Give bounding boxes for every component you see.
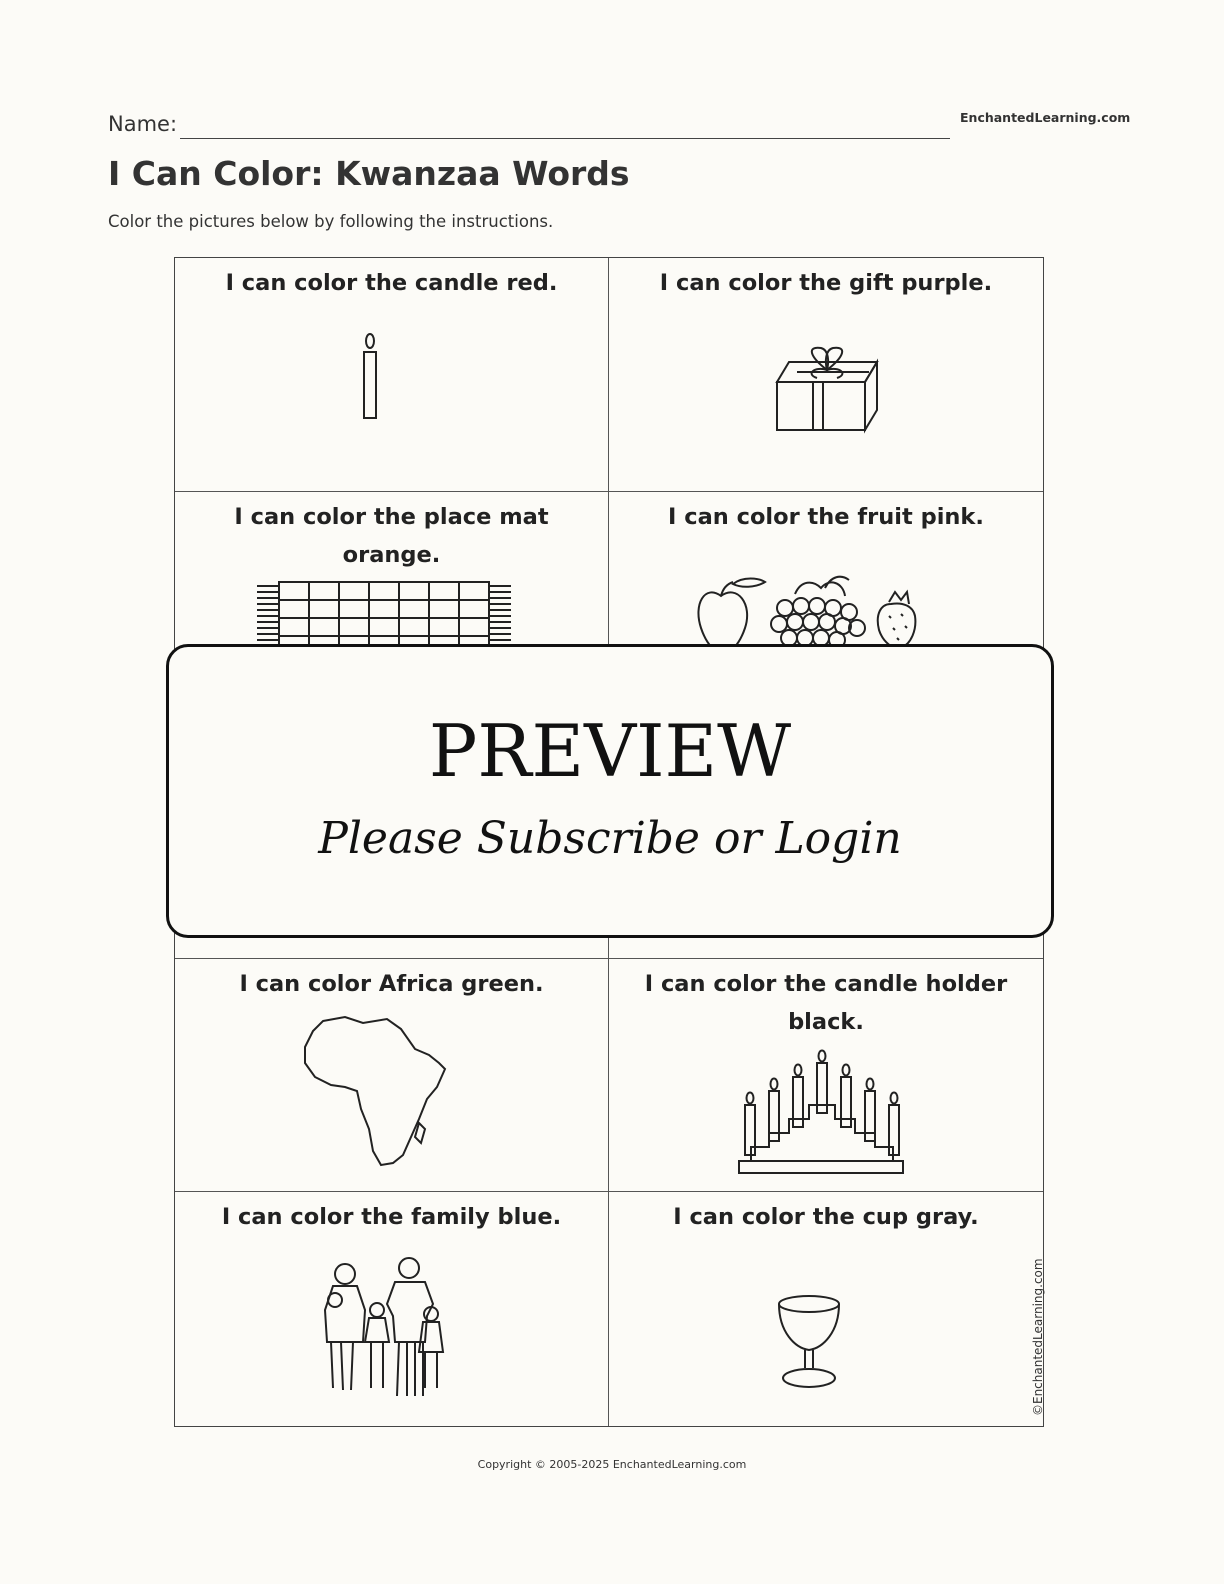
cell-text: I can color the family blue. bbox=[221, 1204, 562, 1231]
cell-text: I can color the gift purple. bbox=[659, 270, 993, 296]
candle-holder-icon bbox=[609, 959, 1043, 1193]
cell-text: I can color the candle red. bbox=[225, 270, 558, 296]
cup-icon bbox=[609, 1192, 1043, 1426]
preview-title: PREVIEW bbox=[428, 709, 792, 793]
name-label: Name: bbox=[108, 112, 178, 136]
copyright: Copyright © 2005-2025 EnchantedLearning.com bbox=[477, 1458, 747, 1471]
cell-cup bbox=[609, 1192, 1043, 1426]
cell-text: I can color the candle holder black. bbox=[644, 970, 1008, 1035]
cell-family bbox=[175, 1192, 609, 1426]
cell-candle-holder bbox=[609, 959, 1043, 1193]
family-icon bbox=[175, 1192, 609, 1426]
cell-text: I can color the fruit pink. bbox=[668, 503, 984, 530]
cell-text: I can color Africa green. bbox=[239, 970, 544, 997]
vertical-credit: ©EnchantedLearning.com bbox=[1031, 1258, 1045, 1416]
name-line bbox=[180, 138, 950, 139]
gift-icon bbox=[609, 258, 1043, 492]
instructions: Color the pictures below by following the instructions. bbox=[108, 212, 554, 231]
candle-icon bbox=[175, 258, 609, 492]
cell-candle bbox=[175, 258, 609, 492]
name-row bbox=[108, 108, 1131, 142]
cell-gift bbox=[609, 258, 1043, 492]
worksheet-title: I Can Color: Kwanzaa Words bbox=[108, 154, 630, 193]
africa-map-icon bbox=[175, 959, 609, 1193]
cell-africa bbox=[175, 959, 609, 1193]
cell-text: I can color the place mat orange. bbox=[234, 503, 549, 568]
subscribe-login-prompt[interactable]: Please Subscribe or Login bbox=[318, 813, 902, 864]
preview-overlay[interactable] bbox=[166, 644, 1054, 938]
site-tag: EnchantedLearning.com bbox=[960, 110, 1131, 125]
cell-text: I can color the cup gray. bbox=[673, 1204, 979, 1231]
